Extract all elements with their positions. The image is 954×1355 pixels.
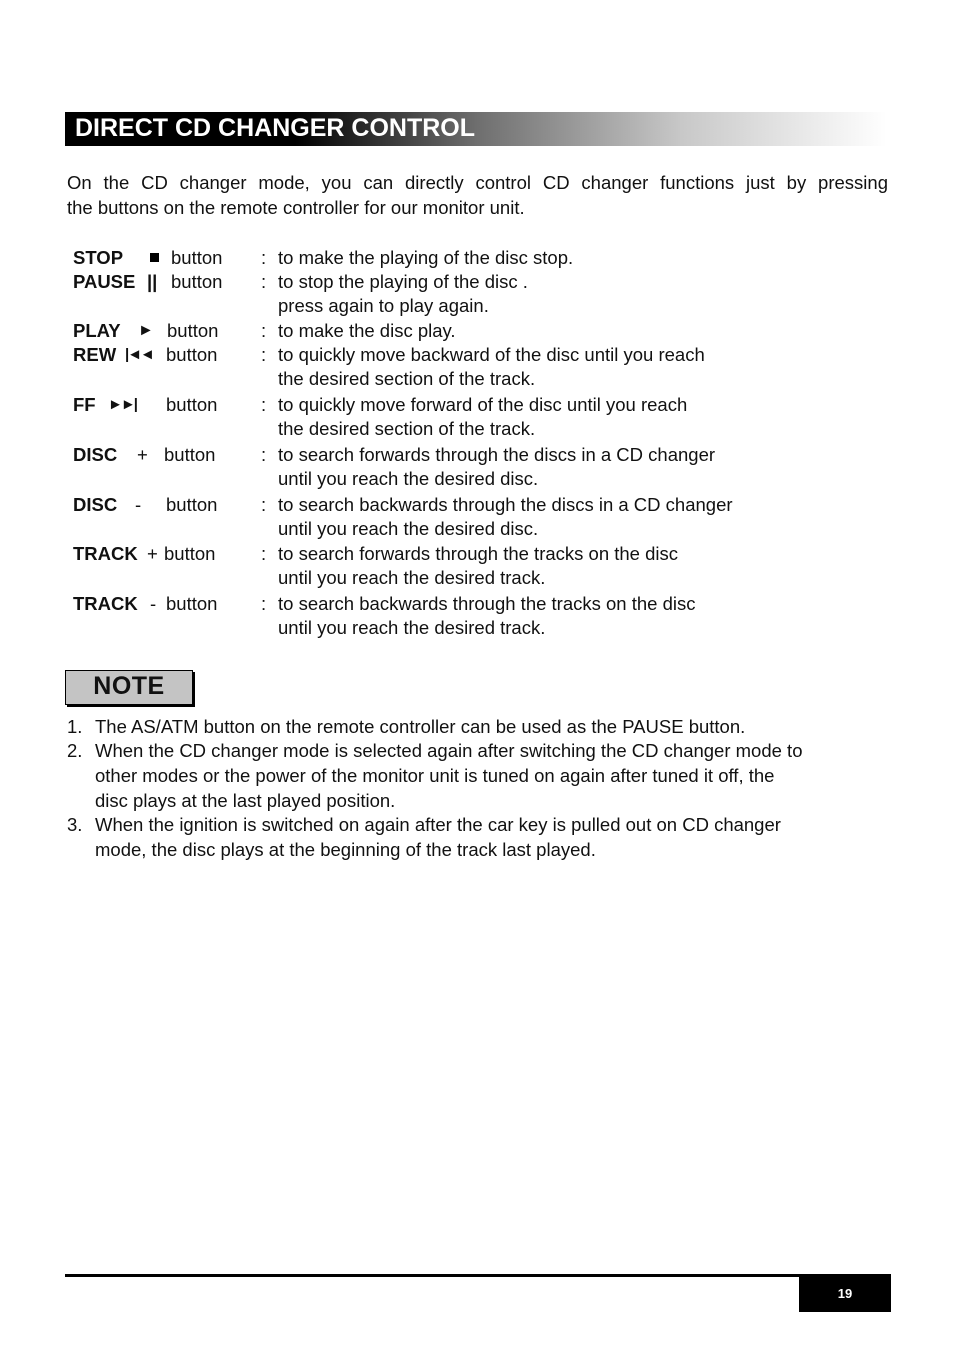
button-word: button bbox=[167, 320, 219, 341]
intro-paragraph bbox=[67, 170, 888, 220]
stop-icon bbox=[150, 246, 159, 270]
button-word: button bbox=[164, 543, 216, 564]
intro-line: On the CD changer mode, you can directly control CD changer functions just by pressing bbox=[67, 172, 888, 193]
button-description: to make the playing of the disc stop. bbox=[278, 247, 574, 268]
button-description: to search forwards through the tracks on the disc until you reach the desired track. bbox=[278, 543, 679, 588]
note-number: 3. bbox=[67, 814, 83, 835]
colon: : bbox=[261, 444, 267, 465]
colon: : bbox=[261, 271, 267, 292]
note-number: 1. bbox=[67, 716, 83, 737]
intro-line: the buttons on the remote controller for our monitor unit. bbox=[67, 197, 525, 218]
colon: : bbox=[261, 247, 267, 268]
button-word: button bbox=[166, 394, 218, 415]
note-number: 2. bbox=[67, 740, 83, 761]
button-word: button bbox=[166, 593, 218, 614]
colon: : bbox=[261, 320, 267, 341]
plus-icon: + bbox=[147, 543, 158, 564]
play-icon: ► bbox=[138, 322, 154, 339]
note-heading: NOTE bbox=[93, 672, 165, 700]
button-description: to search backwards through the discs in a CD changer until you reach the desired disc. bbox=[278, 494, 733, 539]
note-heading-box bbox=[65, 670, 193, 705]
button-description: to stop the playing of the disc . press again to play again. bbox=[278, 271, 528, 316]
button-name: STOP bbox=[73, 247, 124, 268]
button-description: to search forwards through the discs in a CD changer until you reach the desired disc. bbox=[278, 444, 716, 489]
button-name: PAUSE bbox=[73, 271, 136, 292]
button-name: DISC bbox=[73, 494, 118, 515]
button-word: button bbox=[171, 271, 223, 292]
button-name: TRACK bbox=[73, 543, 138, 564]
footer-rule bbox=[65, 1274, 891, 1277]
colon: : bbox=[261, 344, 267, 365]
fast-forward-icon: ►►| bbox=[108, 396, 136, 413]
section-title-bar bbox=[65, 112, 887, 146]
button-name: TRACK bbox=[73, 593, 138, 614]
button-name: REW bbox=[73, 344, 117, 365]
button-word: button bbox=[166, 494, 218, 515]
button-name: DISC bbox=[73, 444, 118, 465]
button-description: to quickly move backward of the disc until you reach the desired section of the track. bbox=[278, 344, 705, 389]
colon: : bbox=[261, 593, 267, 614]
button-name: PLAY bbox=[73, 320, 121, 341]
plus-icon: + bbox=[137, 444, 148, 465]
button-word: button bbox=[171, 247, 223, 268]
colon: : bbox=[261, 543, 267, 564]
button-word: button bbox=[166, 344, 218, 365]
button-word: button bbox=[164, 444, 216, 465]
button-name: FF bbox=[73, 394, 96, 415]
colon: : bbox=[261, 394, 267, 415]
minus-icon: - bbox=[135, 494, 142, 515]
section-title: DIRECT CD CHANGER CONTROL bbox=[75, 114, 475, 142]
button-description: to search backwards through the tracks on the disc until you reach the desired track. bbox=[278, 593, 696, 638]
rewind-icon: |◄◄ bbox=[125, 346, 153, 363]
colon: : bbox=[261, 494, 267, 515]
button-description: to make the disc play. bbox=[278, 320, 456, 341]
page-number: 19 bbox=[799, 1276, 891, 1312]
minus-icon: - bbox=[150, 593, 157, 614]
button-description: to quickly move forward of the disc until you reach the desired section of the track. bbox=[278, 394, 688, 439]
pause-icon: || bbox=[147, 271, 158, 292]
